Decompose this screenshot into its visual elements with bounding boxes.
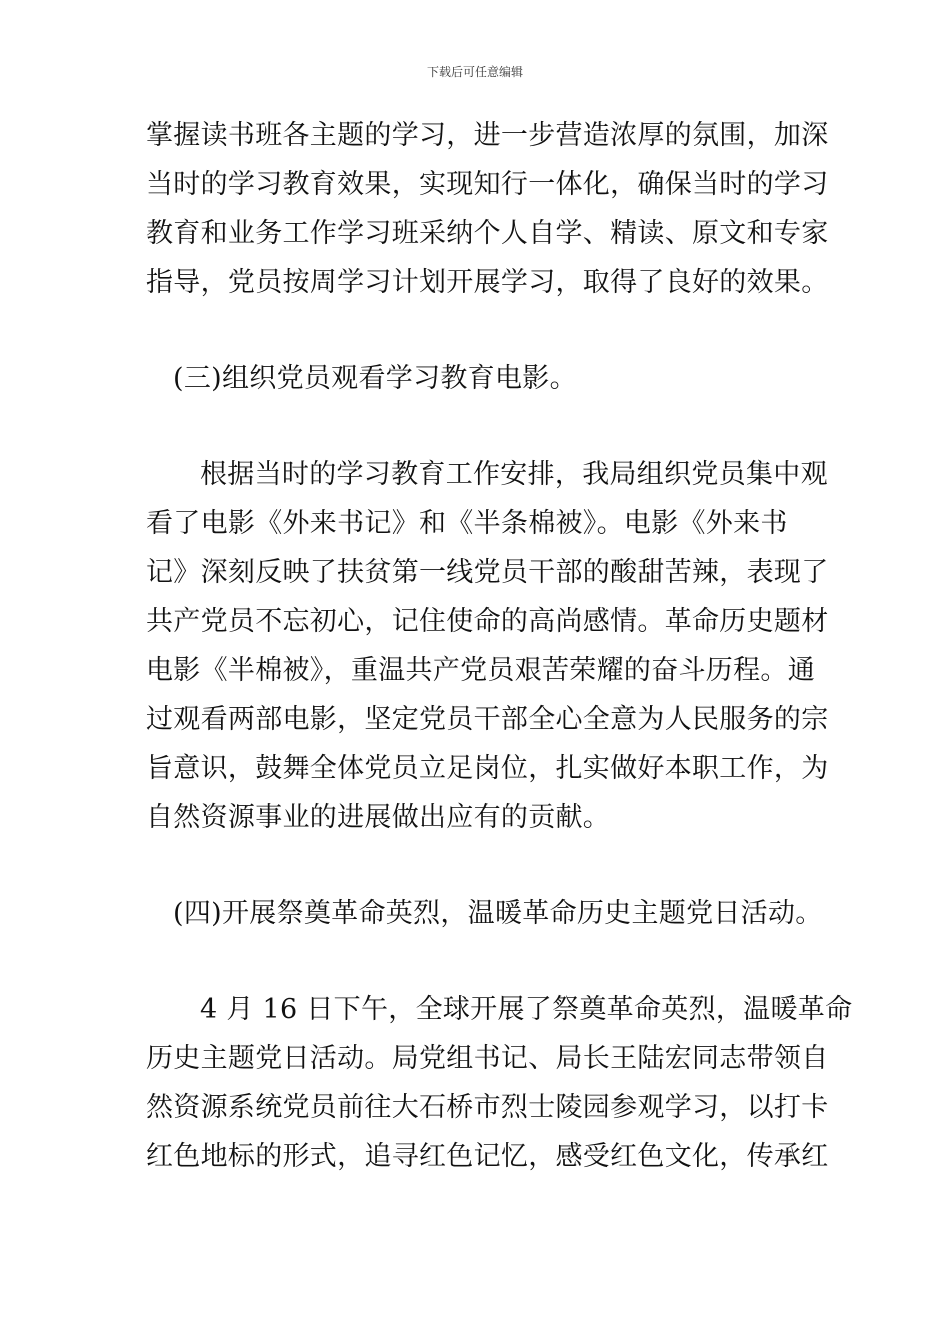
text-line: 教育和业务工作学习班采纳个人自学、精读、原文和专家 — [146, 218, 829, 249]
text-line: 然资源系统党员前往大石桥市烈士陵园参观学习，以打卡 — [146, 1092, 829, 1123]
text-line: 红色地标的形式，追寻红色记忆，感受红色文化，传承红 — [146, 1141, 829, 1172]
paragraph — [146, 459, 829, 834]
paragraph-gap — [146, 947, 811, 994]
section-heading — [146, 363, 811, 395]
document-body — [146, 120, 853, 1190]
text-line: 根据当时的学习教育工作安排，我局组织党员集中观 — [200, 459, 828, 490]
paragraph-gap — [146, 316, 811, 363]
text-line: 历史主题党日活动。局党组书记、局长王陆宏同志带领自 — [146, 1043, 829, 1074]
heading-line: (三)组织党员观看学习教育电影。 — [173, 363, 577, 394]
header-note: 下载后可任意编辑 — [426, 65, 523, 79]
text-line: 共产党员不忘初心，记住使命的高尚感情。革命历史题材 — [146, 606, 829, 637]
section-heading — [146, 898, 823, 930]
text-line: 看了电影《外来书记》和《半条棉被》。电影《外来书 — [146, 508, 788, 539]
paragraph — [146, 994, 853, 1173]
paragraph-gap — [146, 851, 811, 898]
text-line: 过观看两部电影，坚定党员干部全心全意为人民服务的宗 — [146, 704, 829, 735]
heading-line: (四)开展祭奠革命英烈，温暖革命历史主题党日活动。 — [173, 898, 823, 929]
text-line: 4 月 16 日下午，全球开展了祭奠革命英烈，温暖革命 — [200, 994, 853, 1025]
text-line: 旨意识，鼓舞全体党员立足岗位，扎实做好本职工作，为 — [146, 753, 829, 784]
text-line: 自然资源事业的进展做出应有的贡献。 — [146, 802, 611, 833]
text-line: 电影《半棉被》，重温共产党员艰苦荣耀的奋斗历程。通 — [146, 655, 815, 686]
paragraph — [146, 120, 829, 299]
text-line: 当时的学习教育效果，实现知行一体化，确保当时的学习 — [146, 169, 829, 200]
paragraph-gap — [146, 412, 811, 459]
text-line: 记》深刻反映了扶贫第一线党员干部的酸甜苦辣，表现了 — [146, 557, 829, 588]
text-line: 指导，党员按周学习计划开展学习，取得了良好的效果。 — [146, 267, 829, 298]
text-line: 掌握读书班各主题的学习，进一步营造浓厚的氛围，加深 — [146, 120, 829, 151]
